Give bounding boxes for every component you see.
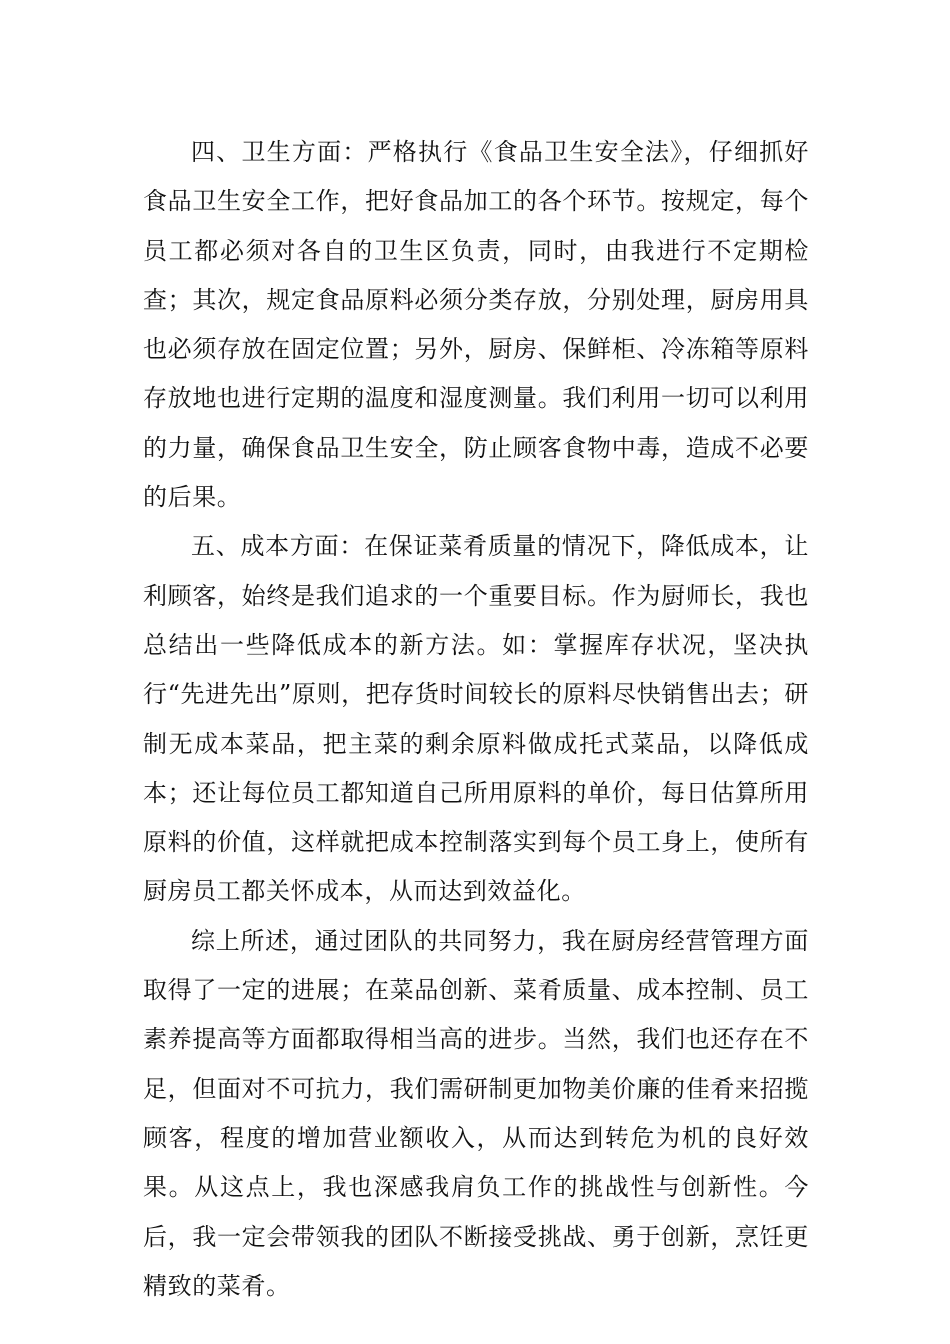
paragraph-cost: 五、成本方面：在保证菜肴质量的情况下，降低成本，让利顾客，始终是我们追求的一个重要目标。作为厨师长，我也总结出一些降低成本的新方法。如：掌握库存状况，坚决执行“先进先出”原则，把存货时间较长的原料尽快销售出去；研制无成本菜品，把主菜的剩余原料做成托式菜品，以降低成本；还让每位员工都知道自己所用原料的单价，每日估算所用原料的价值，这样就把成本控制落实到每个员工身上，使所有厨房员工都关怀成本，从而达到效益化。 (143, 532, 809, 906)
document-body (143, 128, 809, 1311)
paragraph-hygiene: 四、卫生方面：严格执行《食品卫生安全法》，仔细抓好食品卫生安全工作，把好食品加工的各个环节。按规定，每个员工都必须对各自的卫生区负责，同时，由我进行不定期检查；其次，规定食品原料必须分类存放，分别处理，厨房用具也必须存放在固定位置；另外，厨房、保鲜柜、冷冻箱等原料存放地也进行定期的温度和湿度测量。我们利用一切可以利用的力量，确保食品卫生安全，防止顾客食物中毒，造成不必要的后果。 (143, 138, 809, 512)
paragraph-summary: 综上所述，通过团队的共同努力，我在厨房经营管理方面取得了一定的进展；在菜品创新、菜肴质量、成本控制、员工素养提高等方面都取得相当高的进步。当然，我们也还存在不足，但面对不可抗力，我们需研制更加物美价廉的佳肴来招揽顾客，程度的增加营业额收入，从而达到转危为机的良好效果。从这点上，我也深感我肩负工作的挑战性与创新性。今后，我一定会带领我的团队不断接受挑战、勇于创新，烹饪更精致的菜肴。 (143, 926, 809, 1300)
